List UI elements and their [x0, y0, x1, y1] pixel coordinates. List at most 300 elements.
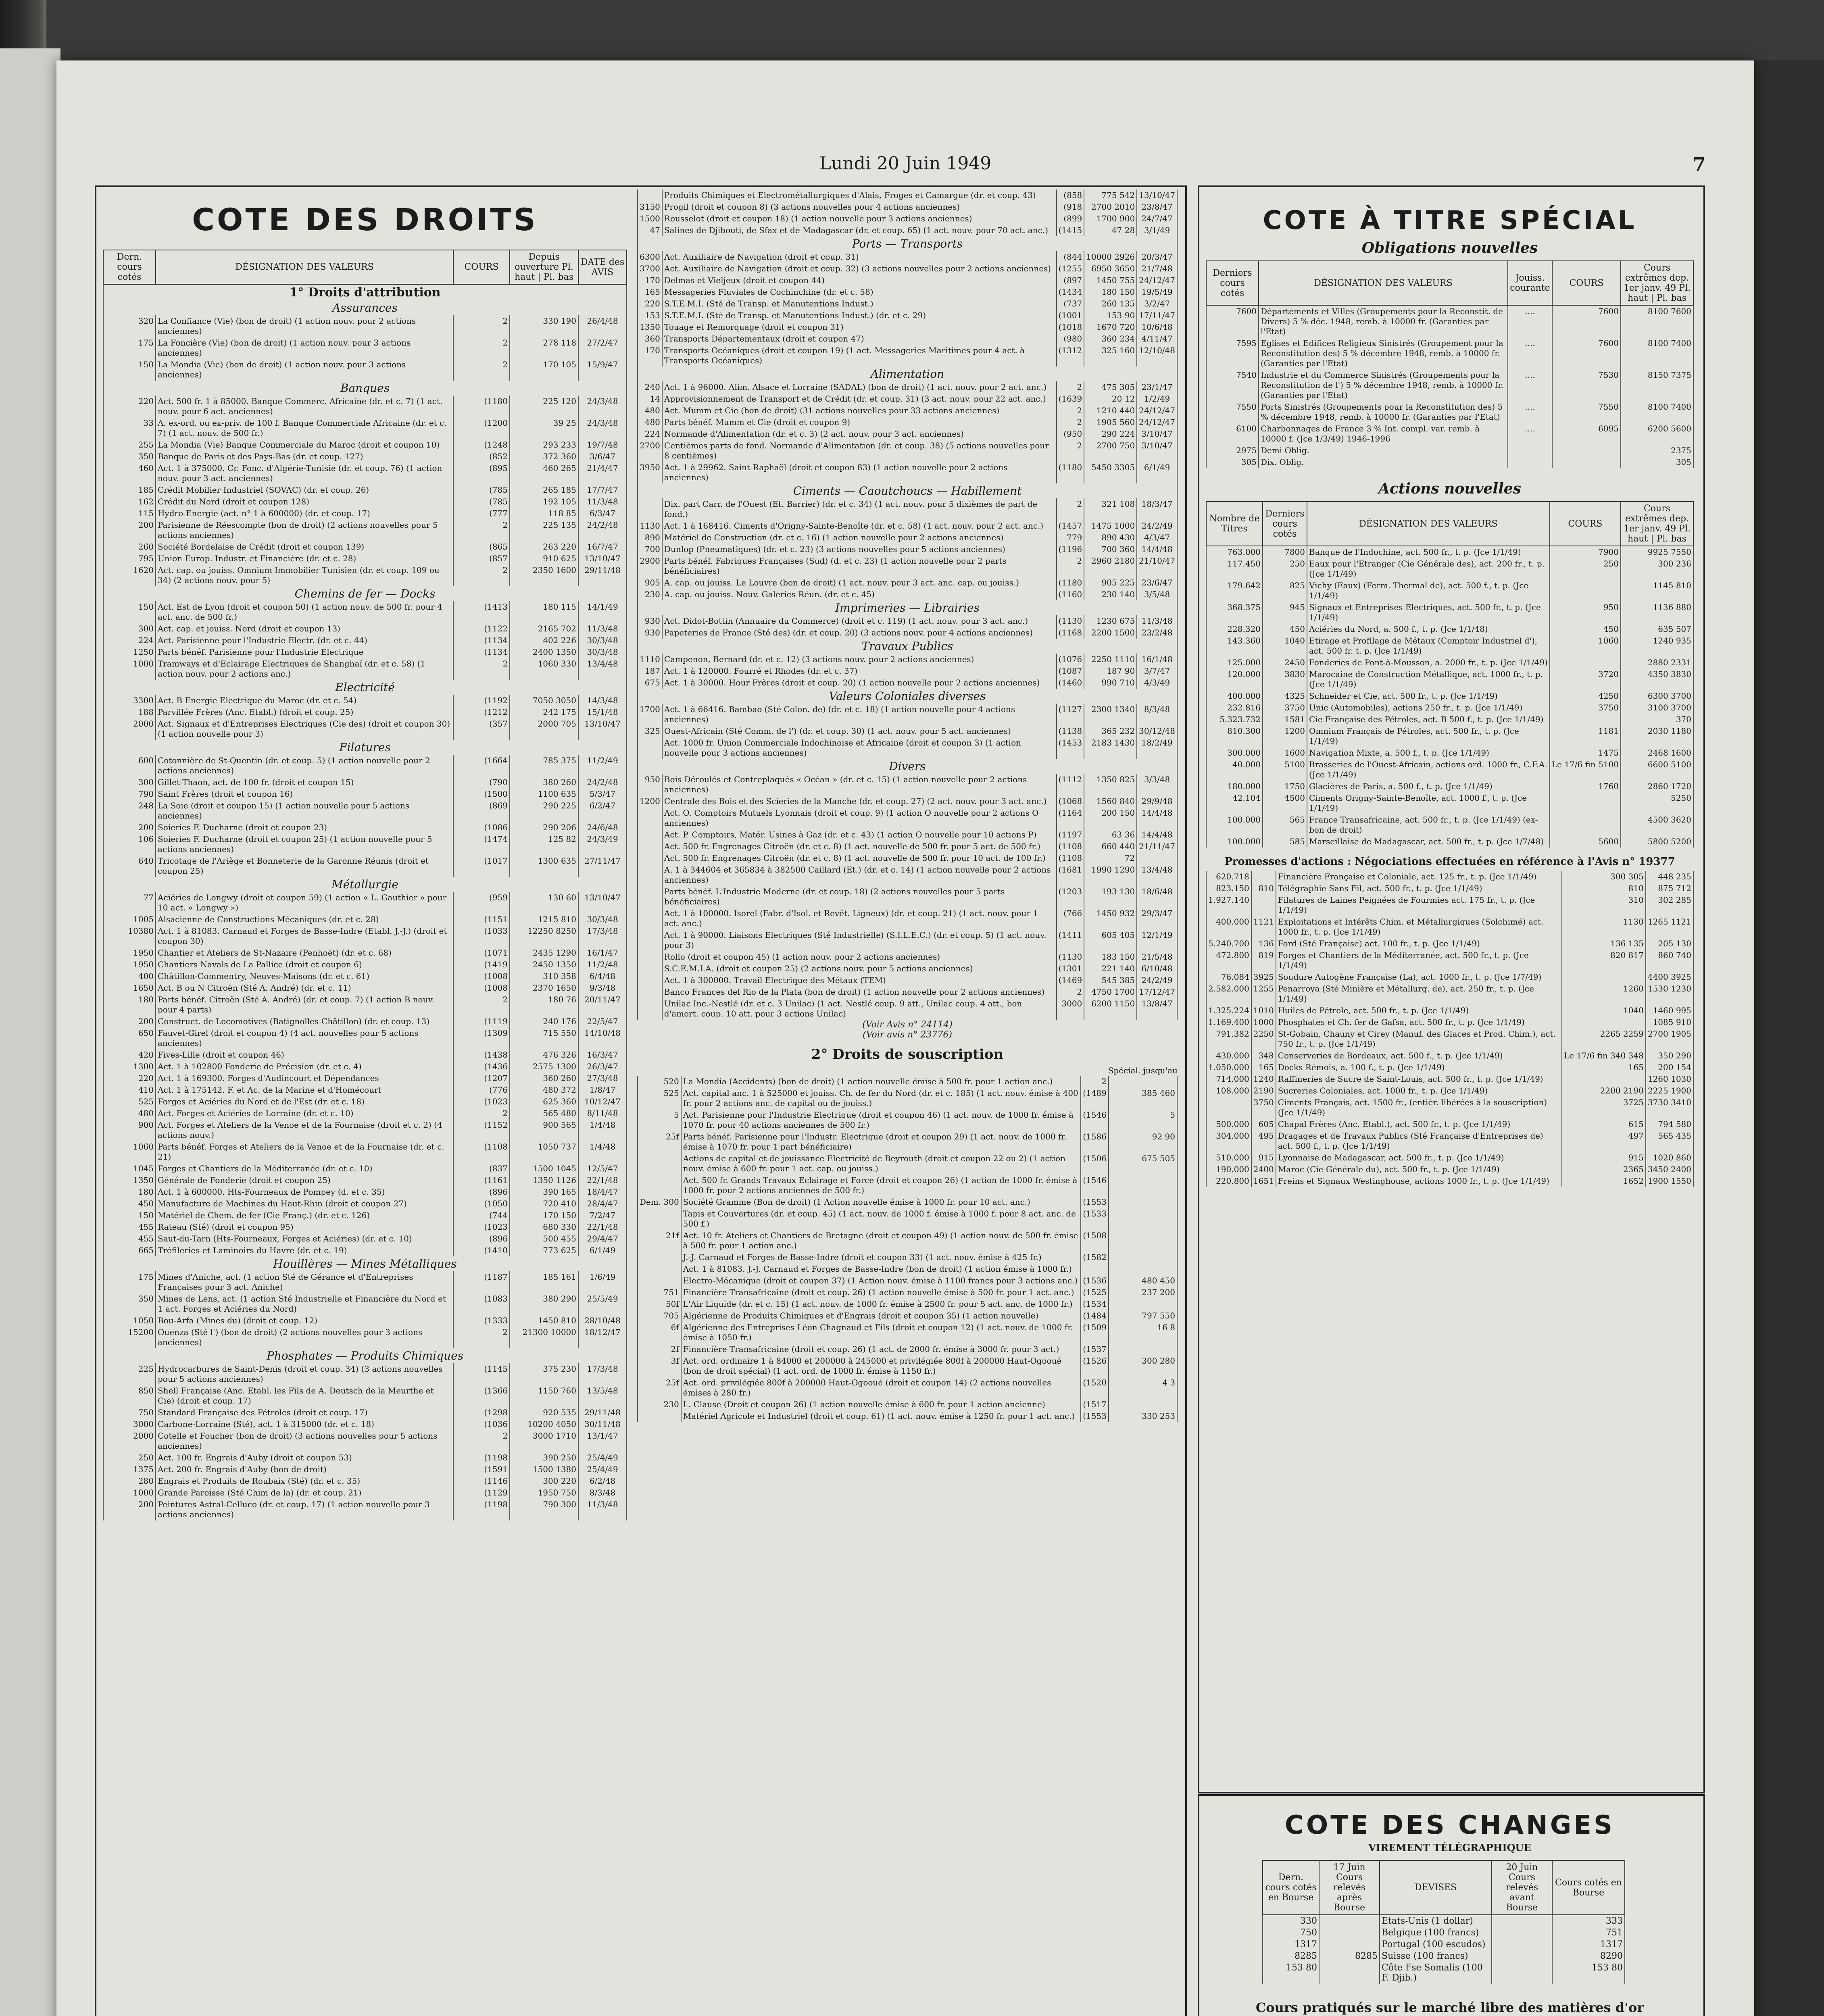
cours: 2 [453, 1108, 510, 1119]
hi-lo: 773 625 [510, 1245, 578, 1256]
cours-en-bourse: 751 [1552, 1927, 1625, 1939]
table-row [103, 706, 627, 718]
valeur-designation: Sucreries Coloniales, act. 1000 fr., t. p. (Jce 1/1/49) [1276, 1085, 1562, 1097]
prev-cours: 585 [1263, 836, 1307, 848]
hi-lo: 5450 3305 [1084, 462, 1137, 483]
nombre-titres: 100.000 [1206, 814, 1263, 836]
prev-cours: 33 [103, 417, 156, 439]
hi-lo: 1990 1290 [1084, 864, 1137, 886]
cours: (1130 [1057, 951, 1084, 963]
cours: (1436 [453, 1061, 510, 1073]
table-row [638, 627, 1177, 639]
cours: 4250 [1550, 690, 1621, 702]
hi-lo: 3100 3700 [1621, 702, 1693, 714]
prev-cours: 255 [103, 439, 156, 451]
hi-lo: 8100 7400 [1621, 401, 1693, 423]
avis-date: 19/5/49 [1137, 286, 1177, 298]
hi-lo: 240 176 [510, 1016, 578, 1027]
nombre-titres: 791.382 [1206, 1028, 1251, 1050]
prev-cours: 1250 [103, 646, 156, 658]
cours: 615 [1562, 1118, 1646, 1130]
table-row [1206, 1005, 1693, 1016]
table-row [103, 1027, 627, 1049]
valeur-designation: Engrais et Produits de Roubaix (Sté) (dr. et c. 35) [156, 1475, 453, 1487]
avis-date: 18/2/49 [1137, 737, 1177, 759]
prev-cours: 6300 [638, 251, 662, 263]
avis-date: 29/9/48 [1137, 796, 1177, 807]
cours [1562, 971, 1646, 983]
avis-date: 8/3/48 [578, 1487, 627, 1499]
avis-date: 18/3/47 [1137, 498, 1177, 520]
hi-lo: 16 8 [1109, 1322, 1177, 1343]
valeur-designation: J.-J. Carnaud et Forges de Basse-Indre (droit et coupon 33) (1 act. nouv. émise à 425 fr.) [681, 1252, 1081, 1263]
hi-lo: 905 225 [1084, 577, 1137, 589]
table-row [103, 1233, 627, 1245]
avis-date: 24/2/49 [1137, 975, 1177, 986]
jouissance [1508, 456, 1552, 468]
valeur-designation: Parts bénéf. Mumm et Cie (droit et coupon 9) [662, 417, 1057, 428]
avis-date: 19/7/48 [578, 439, 627, 451]
hi-lo: 350 290 [1646, 1050, 1693, 1062]
valeur-designation: Docks Rémois, a. 100 f., t. p. (Jce 1/1/49) [1276, 1062, 1562, 1073]
act-col-desig: DÉSIGNATION DES VALEURS [1307, 502, 1550, 546]
prev-cours: 280 [103, 1475, 156, 1487]
cours: (1018 [1057, 321, 1084, 333]
hi-lo: 1020 860 [1646, 1152, 1693, 1164]
cours: (1533 [1081, 1208, 1109, 1230]
table-row [1206, 1175, 1693, 1187]
hi-lo: 5250 [1621, 792, 1693, 814]
prev-cours: 224 [638, 428, 662, 440]
or-title: Cours pratiqués sur le marché libre des matières d'or [1255, 2000, 1644, 2015]
table-row [638, 864, 1177, 886]
valeur-designation: Standard Française des Pétroles (droit et coup. 17) [156, 1407, 453, 1418]
table-row [103, 1221, 627, 1233]
group-title: Chemins de fer — Docks [103, 586, 627, 601]
cours: (1681 [1057, 864, 1084, 886]
hi-lo: 2700 1905 [1646, 1028, 1693, 1050]
prev-cours: 7595 [1206, 337, 1259, 369]
table-row [1263, 1915, 1625, 1927]
hi-lo: 2375 [1621, 445, 1693, 456]
hi-lo: 230 140 [1084, 589, 1137, 600]
prev-cours [638, 963, 662, 975]
cours: 7530 [1552, 369, 1621, 401]
prev-cours: 170 [638, 345, 662, 367]
hi-lo [1109, 1208, 1177, 1230]
prev-cours: 350 [103, 1293, 156, 1315]
table-row [103, 564, 627, 586]
table-row [638, 951, 1177, 963]
cours: 2 [1057, 440, 1084, 462]
valeur-designation: Soudure Autogène Française (La), act. 1000 fr., t. p. (Jce 1/7/49) [1276, 971, 1562, 983]
table-row [638, 1263, 1177, 1275]
valeur-designation: Ouest-Africain (Sté Comm. de l') (dr. et coup. 30) (1 act. nouv. pour 5 act. anciennes) [662, 725, 1057, 737]
prev-cours: 2f [638, 1343, 681, 1355]
cours: (1664 [453, 755, 510, 777]
hi-lo: 360 234 [1084, 333, 1137, 345]
avis-date: 3/7/47 [1137, 665, 1177, 677]
cours: (1333 [453, 1315, 510, 1327]
valeur-designation: Act. ord. privilégiée 800f à 200000 Haut-Ogooué (droit et coupon 14) (2 actions nouvelles émises à 280 fr.) [681, 1377, 1081, 1399]
cours: 1260 [1562, 983, 1646, 1005]
table-row [1206, 1152, 1693, 1164]
valeur-designation: Matériel de Construction (dr. et c. 16) (1 action nouvelle pour 2 actions anciennes) [662, 532, 1057, 544]
valeur-designation: Act. 1 à 102800 Fonderie de Précision (dr. et c. 4) [156, 1061, 453, 1073]
avis-date: 27/2/47 [578, 337, 627, 359]
prev-cours: 1700 [638, 704, 662, 725]
avis-date: 24/3/48 [578, 396, 627, 417]
avis-date: 24/12/47 [1137, 275, 1177, 286]
valeur-designation: Tréfileries et Laminoirs du Havre (dr. et c. 19) [156, 1245, 453, 1256]
valeur-designation: Dix. part Carr. de l'Ouest (Et. Barrier) (dr. et c. 34) (1 act. nouv. pour 5 dixièmes de part de fond.) [662, 498, 1057, 520]
hi-lo: 402 226 [510, 635, 578, 646]
nombre-titres: 714.000 [1206, 1073, 1251, 1085]
valeur-designation: Act. 1 à 96000. Alim. Alsace et Lorraine (SADAL) (bon de droit) (1 act. nouv. pour 2 act. anc.) [662, 381, 1057, 393]
cours [1550, 657, 1621, 669]
nombre-titres: 5.323.732 [1206, 714, 1263, 725]
prev-cours: 3830 [1263, 669, 1307, 690]
valeur-designation: Charbonnages de France 3 % Int. compl. var. remb. à 10000 f. (Jce 1/3/49) 1946-1996 [1259, 423, 1508, 445]
hi-lo: 1100 635 [510, 788, 578, 800]
table-row [1263, 1950, 1625, 1962]
hi-lo: 2468 1600 [1621, 747, 1693, 759]
valeur-designation: Glacières de Paris, a. 500 f., t. p. (Jce 1/1/49) [1307, 781, 1550, 792]
avis-date: 13/10/47 [578, 718, 627, 740]
hi-lo: 200 150 [1084, 807, 1137, 829]
avis-date: 15/9/47 [578, 359, 627, 381]
prev-cours: 165 [1251, 1062, 1276, 1073]
promesses-table [1206, 871, 1694, 1187]
prev-cours: 3300 [103, 695, 156, 706]
valeur-designation: Exploitations et Intérêts Chim. et Métallurgiques (Solchimé) act. 1000 fr., t. p. (Jce 1/1/49) [1276, 916, 1562, 938]
valeur-designation: Act. 10 fr. Ateliers et Chantiers de Bretagne (droit et coupon 49) (1 action nouv. de 500 fr. émise à 500 fr. pour 1 action anc.) [681, 1230, 1081, 1252]
hi-lo: 390 250 [510, 1452, 578, 1464]
valeur-designation: Tricotage de l'Ariège et Bonneterie de la Garonne Réunis (droit et coupon 25) [156, 855, 453, 877]
valeur-designation: Parts bénéf. Fabriques Françaises (Sud) (d. et c. 23) (1 action nouvelle pour 2 parts bénéficiaires) [662, 555, 1057, 577]
table-row [638, 677, 1177, 689]
nombre-titres: 1.325.224 [1206, 1005, 1251, 1016]
table-row [103, 982, 627, 994]
valeur-designation: La Soie (droit et coupon 15) (1 action nouvelle pour 5 actions anciennes) [156, 800, 453, 822]
prev-cours: 175 [103, 1271, 156, 1293]
prev-cours: 3f [638, 1355, 681, 1377]
table-row [103, 1271, 627, 1293]
avis-date: 16/3/47 [578, 1049, 627, 1061]
valeur-designation: Peintures Astral-Celluco (dr. et coup. 17) (1 action nouvelle pour 3 actions anciennes) [156, 1499, 453, 1520]
hi-lo: 2300 1340 [1084, 704, 1137, 725]
table-row [103, 1385, 627, 1407]
valeur-designation: Act. 100 fr. Engrais d'Auby (droit et coupon 53) [156, 1452, 453, 1464]
avis-date: 30/3/48 [578, 646, 627, 658]
valeur-designation: France Transafricaine, act. 500 fr., t. p. (Jce 1/1/49) (ex-bon de droit) [1307, 814, 1550, 836]
nombre-titres: 510.000 [1206, 1152, 1251, 1164]
valeur-designation: Messageries Fluviales de Cochinchine (dr. et c. 58) [662, 286, 1057, 298]
group-title: Métallurgie [103, 877, 627, 892]
prev-cours: 1005 [103, 914, 156, 925]
hi-lo: 1060 330 [510, 658, 578, 680]
cours: 2 [453, 1327, 510, 1348]
prev-cours: 700 [638, 544, 662, 555]
avis-date: 8/3/48 [1137, 704, 1177, 725]
hi-lo: 1900 1550 [1646, 1175, 1693, 1187]
group-title-row [103, 586, 627, 601]
page-number: 7 [1692, 153, 1706, 176]
dern-cours: 750 [1263, 1927, 1319, 1939]
cours-avant-bourse [1492, 1939, 1552, 1950]
avis-date: 15/1/48 [578, 706, 627, 718]
table-row [1206, 894, 1693, 916]
cours: (1198 [453, 1452, 510, 1464]
cours: (858 [1057, 190, 1084, 201]
cours: (1087 [1057, 665, 1084, 677]
cours: (1036 [453, 1418, 510, 1430]
valeur-designation: Act. 1 à 120000. Fourré et Rhodes (dr. et c. 37) [662, 665, 1057, 677]
chg-col-b: 17 Juin Cours relevés après Bourse [1319, 1860, 1380, 1915]
avis-date: 25/4/49 [578, 1452, 627, 1464]
avis-date: 4/3/47 [1137, 532, 1177, 544]
cours: (1413 [453, 601, 510, 623]
cours: (1017 [453, 855, 510, 877]
group-title: Travaux Publics [638, 639, 1177, 654]
prev-cours [638, 1208, 681, 1230]
hi-lo: 1500 1380 [510, 1464, 578, 1475]
hi-lo: 2860 1720 [1621, 781, 1693, 792]
hi-lo: 1450 755 [1084, 275, 1137, 286]
table-row [638, 774, 1177, 796]
prev-cours: 6f [638, 1322, 681, 1343]
cours: 2 [453, 315, 510, 337]
hi-lo: 170 105 [510, 359, 578, 381]
hi-lo: 325 160 [1084, 345, 1137, 367]
prev-cours: 600 [103, 755, 156, 777]
hi-lo: 305 [1621, 456, 1693, 468]
valeur-designation: Act. 1 à 100000. Isorel (Fabr. d'Isol. et Revêt. Ligneux) (dr. et coup. 21) (1 act. nouv. pour 1 act. anc.) [662, 908, 1057, 929]
hi-lo: 3450 2400 [1646, 1164, 1693, 1175]
hi-lo: 1210 440 [1084, 405, 1137, 417]
avis-date: 30/11/48 [578, 1418, 627, 1430]
cours: 1181 [1550, 725, 1621, 747]
valeur-designation: Act. capital anc. 1 à 525000 et jouiss. Ch. de fer du Nord (dr. et c. 185) (1 act. nouv. émise à 400 fr. pour 2 actions anc. de capital ou de jouiss.) [681, 1087, 1081, 1109]
prev-cours: 900 [103, 1119, 156, 1141]
prev-cours: 750 [103, 1407, 156, 1418]
valeur-designation: Brasseries de l'Ouest-Africain, actions ord. 1000 fr., C.F.A. (Jce 1/1/49) [1307, 759, 1550, 781]
prev-cours: 950 [638, 774, 662, 796]
group-title: Divers [638, 759, 1177, 774]
table-row [103, 1163, 627, 1175]
hi-lo: 47 28 [1084, 225, 1137, 236]
hi-lo: 385 460 [1109, 1087, 1177, 1109]
cours: (1197 [1057, 829, 1084, 841]
table-row [638, 796, 1177, 807]
table-row [103, 601, 627, 623]
valeur-designation: Algérienne de Produits Chimiques et d'Engrais (droit et coupon 35) (1 action nouvelle) [681, 1310, 1081, 1322]
valeur-designation: Forges et Chantiers de la Méditerranée, act. 500 fr., t. p. (Jce 1/1/49) [1276, 950, 1562, 971]
cours: (1537 [1081, 1343, 1109, 1355]
nombre-titres [1206, 1097, 1251, 1118]
table-row [1206, 971, 1693, 983]
table-row [1206, 1085, 1693, 1097]
hi-lo: 380 260 [510, 777, 578, 788]
col-header-date: DATE des AVIS [578, 250, 627, 284]
cours: 497 [1562, 1130, 1646, 1152]
valeur-designation: Carbone-Lorraine (Sté), act. 1 à 315000 (dr. et c. 18) [156, 1418, 453, 1430]
valeur-designation: Cotonnière de St-Quentin (dr. et coup. 5) (1 action nouvelle pour 2 actions anciennes) [156, 755, 453, 777]
valeur-designation: Ports Sinistrés (Groupements pour la Reconstitution des) 5 % décembre 1948, remb. à 10000 fr. (Garanties par l'Etat) [1259, 401, 1508, 423]
hi-lo: 605 405 [1084, 929, 1137, 951]
cours: (1489 [1081, 1087, 1109, 1109]
prev-cours: 200 [103, 1499, 156, 1520]
prev-cours: 640 [103, 855, 156, 877]
cours: (1366 [453, 1385, 510, 1407]
valeur-designation: Centrale des Bois et des Scieries de la Manche (dr. et coup. 27) (2 act. nouv. pour 3 act. anc.) [662, 796, 1057, 807]
hi-lo: 21300 10000 [510, 1327, 578, 1348]
valeur-designation: Cotelle et Foucher (bon de droit) (3 actions nouvelles pour 5 actions anciennes) [156, 1430, 453, 1452]
prev-cours: 1375 [103, 1464, 156, 1475]
valeur-designation: Shell Française (Anc. Etabl. les Fils de A. Deutsch de la Meurthe et Cie) (droit et coup. 17) [156, 1385, 453, 1407]
valeur-designation: Banco Frances del Rio de la Plata (bon de droit) (1 action nouvelle pour 2 actions anciennes) [662, 986, 1057, 998]
table-row [1263, 1939, 1625, 1950]
table-row [638, 275, 1177, 286]
hi-lo: 187 90 [1084, 665, 1137, 677]
cours: 165 [1562, 1062, 1646, 1073]
group-title-row [638, 639, 1177, 654]
cours-en-bourse: 333 [1552, 1915, 1625, 1927]
table-row [103, 914, 627, 925]
table-row [638, 589, 1177, 600]
avis-date: 1/4/48 [578, 1119, 627, 1141]
valeur-designation: La Confiance (Vie) (bon de droit) (1 action nouv. pour 2 actions anciennes) [156, 315, 453, 337]
hi-lo: 6200 1150 [1084, 998, 1137, 1020]
hi-lo: 2165 702 [510, 623, 578, 635]
prev-cours: 1500 [638, 213, 662, 225]
table-row [638, 321, 1177, 333]
table-row [1206, 1097, 1693, 1118]
valeur-designation: Transports Océaniques (droit et coupon 19) (1 act. Messageries Maritimes pour 4 act. à Transports Océaniques) [662, 345, 1057, 367]
hi-lo: 660 440 [1084, 841, 1137, 852]
prev-cours: 525 [638, 1087, 681, 1109]
scan-ruler [1754, 60, 1824, 2016]
table-row [103, 359, 627, 381]
obl-col-desig: DÉSIGNATION DES VALEURS [1259, 261, 1508, 305]
table-row [103, 892, 627, 914]
group-title: Houillères — Mines Métalliques [103, 1256, 627, 1271]
hi-lo: 6200 5600 [1621, 423, 1693, 445]
prev-cours [638, 1175, 681, 1196]
hi-lo: 4400 3925 [1646, 971, 1693, 983]
prev-cours: 7600 [1206, 305, 1259, 337]
valeur-designation: L'Air Liquide (dr. et c. 15) (1 act. nouv. de 1000 fr. émise à 2500 fr. pour 5 act. anc. de 1000 fr.) [681, 1298, 1081, 1310]
table-row [638, 1087, 1177, 1109]
valeur-designation: Act. 1 à 300000. Travail Electrique des Métaux (TEM) [662, 975, 1057, 986]
hi-lo: 1085 910 [1646, 1016, 1693, 1028]
cours: (737 [1057, 298, 1084, 310]
cours [1550, 792, 1621, 814]
avis-date: 23/6/47 [1137, 577, 1177, 589]
section-2-header: Spécial. jusqu'au [1108, 1066, 1178, 1075]
hi-lo: 890 430 [1084, 532, 1137, 544]
table-row [638, 333, 1177, 345]
valeur-designation: Act. Forges et Ateliers de la Venoe et de la Fournaise (droit et c. 2) (4 actions nouv.) [156, 1119, 453, 1141]
avis-date: 20/3/47 [1137, 251, 1177, 263]
cours: (1138 [1057, 725, 1084, 737]
cours: 2 [1057, 381, 1084, 393]
hi-lo: 1460 995 [1646, 1005, 1693, 1016]
valeur-designation: Lyonnaise de Madagascar, act. 500 fr., t. p. (Jce 1/1/49) [1276, 1152, 1562, 1164]
prev-cours: 165 [638, 286, 662, 298]
avis-date: 3/2/47 [1137, 298, 1177, 310]
table-row [103, 1198, 627, 1210]
hi-lo: 193 130 [1084, 886, 1137, 908]
prev-cours: 1200 [638, 796, 662, 807]
prev-cours: 3150 [638, 201, 662, 213]
prev-cours: 1650 [103, 982, 156, 994]
prev-cours [638, 886, 662, 908]
cours: 2 [453, 519, 510, 541]
nombre-titres: 125.000 [1206, 657, 1263, 669]
avis-date: 3/10/47 [1137, 440, 1177, 462]
prev-cours: 150 [103, 359, 156, 381]
hi-lo: 2700 750 [1084, 440, 1137, 462]
cours: 1760 [1550, 781, 1621, 792]
table-row [103, 1407, 627, 1418]
cours: (1008 [453, 982, 510, 994]
cours: 300 305 [1562, 871, 1646, 883]
prev-cours: 50f [638, 1298, 681, 1310]
prev-cours: 4500 [1263, 792, 1307, 814]
valeur-designation: Chantier et Ateliers de St-Nazaire (Penhoët) (dr. et c. 68) [156, 947, 453, 959]
hi-lo: 300 280 [1109, 1355, 1177, 1377]
valeur-designation: La Mondia (Vie) (bon de droit) (1 action nouv. pour 3 actions anciennes) [156, 359, 453, 381]
hi-lo: 1215 810 [510, 914, 578, 925]
jouissance: .... [1508, 423, 1552, 445]
act-col-hilo: Cours extrêmes dep. 1er janv. 49 Pl. haut | Pl. bas [1621, 502, 1693, 546]
hi-lo: 260 135 [1084, 298, 1137, 310]
table-row [638, 829, 1177, 841]
cours [1552, 456, 1621, 468]
prev-cours: 260 [103, 541, 156, 553]
hi-lo: 5 [1109, 1109, 1177, 1131]
valeur-designation: Matériel de Chem. de fer (Cie Franç.) (dr. et c. 126) [156, 1210, 453, 1221]
table-row [638, 532, 1177, 544]
cours: (895 [453, 462, 510, 484]
table-row [1206, 950, 1693, 971]
hi-lo: 920 535 [510, 1407, 578, 1418]
hi-lo: 310 358 [510, 971, 578, 982]
prev-cours [638, 1275, 681, 1287]
hi-lo: 1450 932 [1084, 908, 1137, 929]
prev-cours: 890 [638, 532, 662, 544]
cours: 1475 [1550, 747, 1621, 759]
hi-lo: 180 115 [510, 601, 578, 623]
table-row [103, 777, 627, 788]
hi-lo: 715 550 [510, 1027, 578, 1049]
section-1-title: 1° Droits d'attribution [103, 284, 627, 300]
table-row [1206, 792, 1693, 814]
table-row [638, 310, 1177, 321]
valeur-designation: Fives-Lille (droit et coupon 46) [156, 1049, 453, 1061]
prev-cours: 225 [103, 1363, 156, 1385]
group-title-row [638, 689, 1177, 704]
avis-date: 24/2/49 [1137, 520, 1177, 532]
cours: (1023 [453, 1221, 510, 1233]
prev-cours [638, 852, 662, 864]
avis-date: 10/6/48 [1137, 321, 1177, 333]
cours: (1127 [1057, 704, 1084, 725]
valeur-designation: Act. 1 à 81083. Carnaud et Forges de Basse-Indre (Etabl. J.-J.) (droit et coupon 30) [156, 925, 453, 947]
prev-cours: 2000 [103, 718, 156, 740]
prev-cours: 136 [1251, 938, 1276, 950]
